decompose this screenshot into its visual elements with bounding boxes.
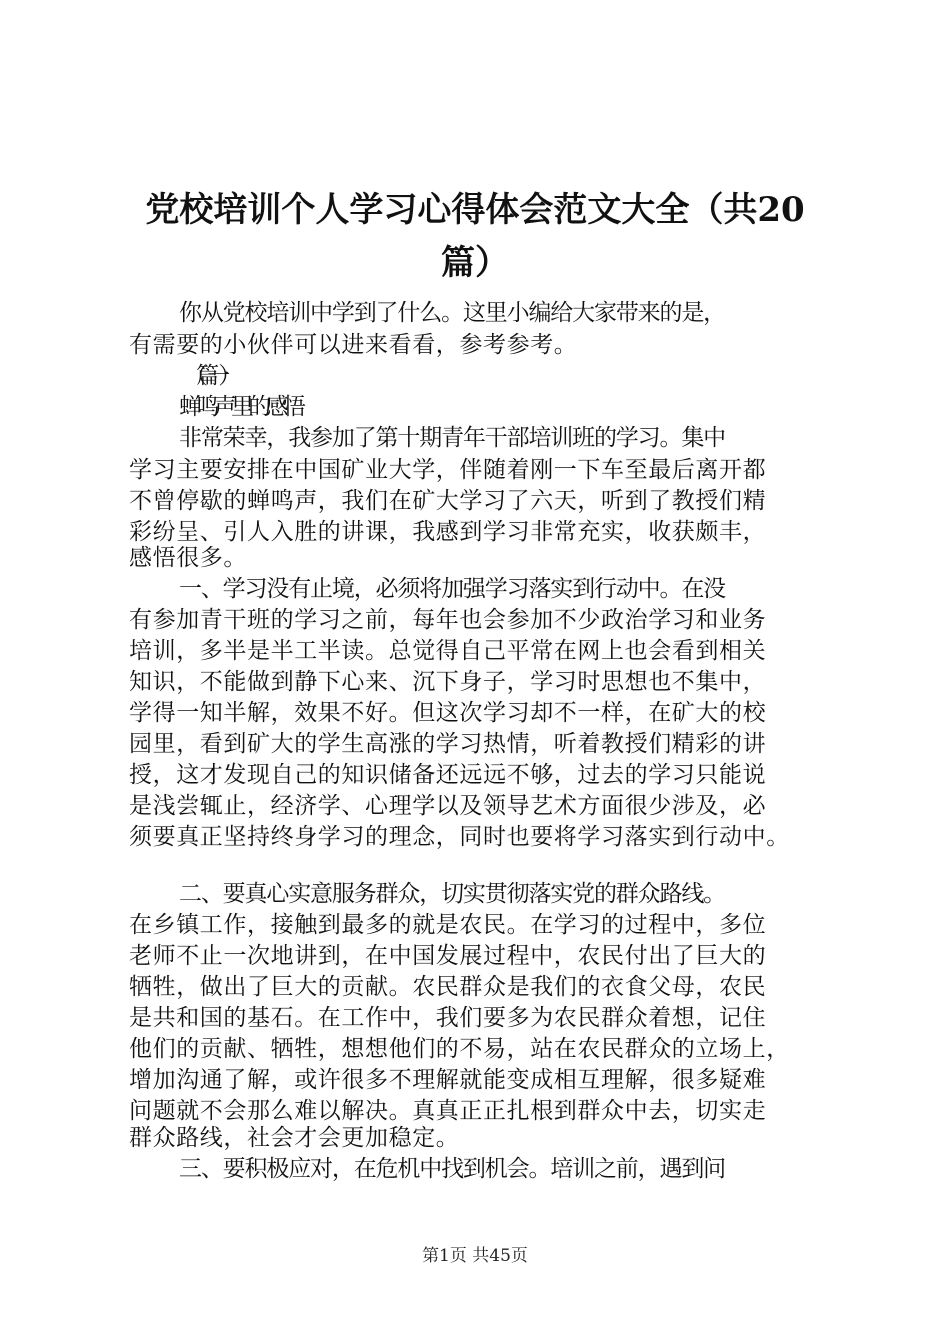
page-number-footer: 第1页 共45页 — [422, 1246, 528, 1266]
body-line: 不曾停歇的蝉鸣声，我们在矿大学习了六天，听到了教授们精 — [129, 488, 767, 514]
body-line: 彩纷呈、引人入胜的讲课，我感到学习非常充实，收获颇丰， — [129, 519, 767, 545]
body-line: 学习主要安排在中国矿业大学，伴随着刚一下车至最后离开都 — [129, 457, 767, 483]
section-label: （篇一） — [185, 363, 230, 389]
intro-line: 有需要的小伙伴可以进来看看，参考参考。 — [129, 332, 578, 358]
body-line: 须要真正坚持终身学习的理念，同时也要将学习落实到行动中。 — [129, 824, 790, 850]
body-line: 知识，不能做到静下心来、沉下身子，学习时思想也不集中， — [129, 669, 767, 695]
body-line: 增加沟通了解，或许很多不理解就能变成相互理解，很多疑难 — [129, 1067, 767, 1093]
document-title-line-1: 党校培训个人学习心得体会范文大全（共20 — [145, 190, 805, 230]
body-line: 培训，多半是半工半读。总觉得自己平常在网上也会看到相关 — [129, 638, 767, 664]
article-heading: 蝉鸣声里的感悟 — [179, 394, 301, 420]
body-line: 园里，看到矿大的学生高涨的学习热情，听着教授们精彩的讲 — [129, 731, 767, 757]
body-line: 群众路线，社会才会更加稳定。 — [129, 1125, 460, 1151]
body-line: 感悟很多。 — [129, 545, 247, 571]
body-line: 一、学习没有止境，必须将加强学习落实到行动中。在没 — [179, 576, 726, 602]
body-line: 学得一知半解，效果不好。但这次学习却不一样，在矿大的校 — [129, 700, 767, 726]
body-line: 在乡镇工作，接触到最多的就是农民。在学习的过程中，多位 — [129, 912, 767, 938]
body-line: 牺牲，做出了巨大的贡献。农民群众是我们的衣食父母，农民 — [129, 974, 767, 1000]
body-line: 是浅尝辄止，经济学、心理学以及领导艺术方面很少涉及，必 — [129, 793, 767, 819]
body-line: 授，这才发现自己的知识储备还远远不够，过去的学习只能说 — [129, 762, 767, 788]
body-line: 问题就不会那么难以解决。真真正正扎根到群众中去，切实走 — [129, 1098, 767, 1124]
body-line: 有参加青干班的学习之前，每年也会参加不少政治学习和业务 — [129, 607, 767, 633]
body-line: 他们的贡献、牺牲，想想他们的不易，站在农民群众的立场上， — [129, 1036, 790, 1062]
document-title-line-2: 篇） — [441, 243, 509, 283]
body-line: 是共和国的基石。在工作中，我们要多为农民群众着想，记住 — [129, 1005, 767, 1031]
body-line: 老师不止一次地讲到，在中国发展过程中，农民付出了巨大的 — [129, 943, 767, 969]
body-line: 三、要积极应对，在危机中找到机会。培训之前，遇到问 — [179, 1156, 726, 1182]
body-line: 非常荣幸，我参加了第十期青年干部培训班的学习。集中 — [179, 425, 726, 451]
body-line: 二、要真心实意服务群众，切实贯彻落实党的群众路线。 — [179, 881, 726, 907]
intro-line: 你从党校培训中学到了什么。这里小编给大家带来的是， — [179, 300, 726, 326]
